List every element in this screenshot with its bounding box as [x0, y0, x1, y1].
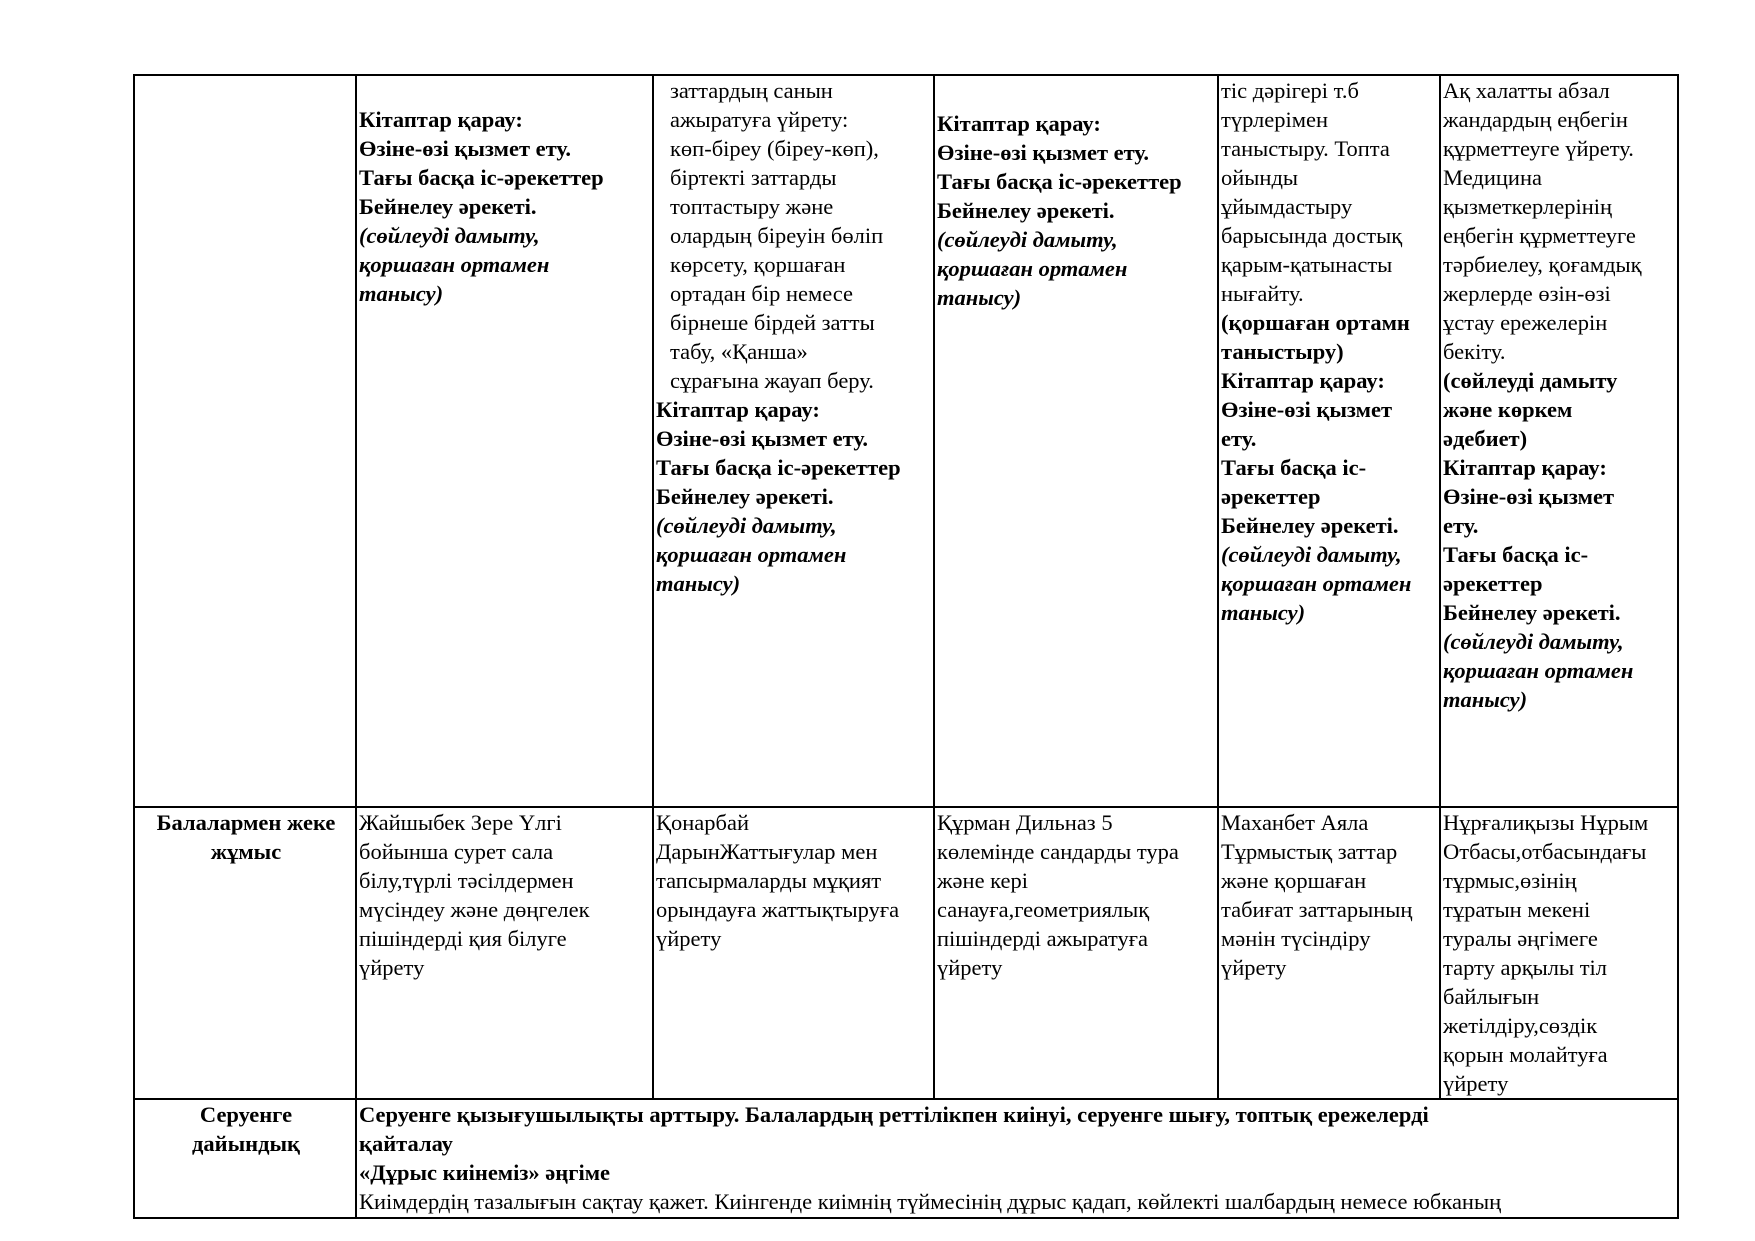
table-row — [134, 75, 1678, 807]
subject-note: (сөйлеуді дамыту, қоршаған ортамен танысу) — [359, 223, 550, 306]
table-cell — [1218, 75, 1440, 807]
cell-text: тіс дәрігері т.б түрлерімен таныстыру. Топта ойынды ұйымдастыру барысында достық қарым-қатынасты нығайту. — [1221, 78, 1403, 306]
cell-text: Нұрғалиқызы Нұрым Отбасы,отбасындағы тұрмыс,өзінің тұратын мекені туралы әңгімеге тарту арқылы тіл байлығын жетілдіру,сөздік қорын молайтуға үйрету — [1443, 810, 1649, 1096]
plan-table — [133, 74, 1679, 1219]
row-label-cell — [134, 807, 356, 1099]
cell-text: Жайшыбек Зере Үлгі бойынша сурет сала білу,түрлі тәсілдермен мүсіндеу және дөңгелек пішіндерді қия білуге үйрету — [359, 810, 590, 980]
table-cell — [1218, 807, 1440, 1099]
table-cell — [653, 807, 934, 1099]
cell-text: Құрман Дильназ 5 көлемінде сандарды тура және кері санауға,геометриялық пішіндерді ажыратуға үйрету — [937, 810, 1179, 980]
subject-note: (сөйлеуді дамыту, қоршаған ортамен танысу) — [1221, 542, 1412, 625]
subject-note: (сөйлеуді дамыту, қоршаған ортамен танысу) — [937, 227, 1128, 310]
table-cell — [934, 75, 1218, 807]
table-cell — [356, 807, 653, 1099]
table-cell — [356, 75, 653, 807]
table-row — [134, 807, 1678, 1099]
row-label: Балалармен жеке жұмыс — [156, 810, 336, 864]
cell-text: Ақ халатты абзал жандардың еңбегін құрметтеуге үйрету. Медицина қызметкерлерінің еңбегін құрметтеуге тәрбиелеу, қоғамдық жерлерде өзін-өзі ұстау ережелерін бекіту. — [1443, 78, 1642, 364]
activity-list: Кітаптар қарау: Өзіне-өзі қызмет ету. Тағы басқа іс-әрекеттер Бейнелеу әрекеті. — [359, 107, 604, 219]
row-label-cell — [134, 75, 356, 807]
table-cell — [934, 807, 1218, 1099]
activity-list: (сөйлеуді дамыту және көркем әдебиет) Кітаптар қарау: Өзіне-өзі қызмет ету. Тағы басқа іс- әрекеттер Бейнелеу әрекеті. — [1443, 368, 1621, 625]
cell-text: Киімдердің тазалығын сақтау қажет. Киінгенде киімнің түймесінің дұрыс қадап, көйлекті шалбардың немесе юбканың — [359, 1189, 1502, 1214]
table-cell — [653, 75, 934, 807]
activity-list: Кітаптар қарау: Өзіне-өзі қызмет ету. Тағы басқа іс-әрекеттер Бейнелеу әрекеті. — [937, 111, 1182, 223]
cell-text: Қонарбай ДарынЖаттығулар мен тапсырмаларды мұқият орындауға жаттықтыруға үйрету — [656, 810, 900, 951]
table-cell — [1440, 807, 1678, 1099]
subject-note: (сөйлеуді дамыту, қоршаған ортамен танысу) — [656, 513, 847, 596]
cell-text: Маханбет Аяла Тұрмыстық заттар және қоршаған табиғат заттарының мәнін түсіндіру үйрету — [1221, 810, 1413, 980]
activity-list: (қоршаған ортамн таныстыру) Кітаптар қарау: Өзіне-өзі қызмет ету. Тағы басқа іс- әрекеттер Бейнелеу әрекеті. — [1221, 310, 1410, 538]
cell-text: заттардың санын ажыратуға үйрету: көп-біреу (біреу-көп), біртекті заттарды топтастыру және олардың біреуін бөліп көрсету, қоршаған ортадан бір немесе бірнеше бірдей затты табу, «Қанша» сұрағына жауап беру. — [670, 78, 884, 393]
activity-list: Кітаптар қарау: Өзіне-өзі қызмет ету. Тағы басқа іс-әрекеттер Бейнелеу әрекеті. — [656, 397, 901, 509]
conversation-title: «Дұрыс киінеміз» әңгіме — [359, 1160, 611, 1185]
row-label: Серуенге дайындық — [191, 1102, 301, 1156]
walk-prep-heading: Серуенге қызығушылықты арттыру. Балалардың реттілікпен киінуі, серуенге шығу, топтық ережелерді қайталау — [359, 1102, 1429, 1156]
table-row — [134, 1099, 1678, 1218]
row-label-cell — [134, 1099, 356, 1218]
table-cell — [1440, 75, 1678, 807]
subject-note: (сөйлеуді дамыту, қоршаған ортамен танысу) — [1443, 629, 1634, 712]
table-cell-wide — [356, 1099, 1678, 1218]
